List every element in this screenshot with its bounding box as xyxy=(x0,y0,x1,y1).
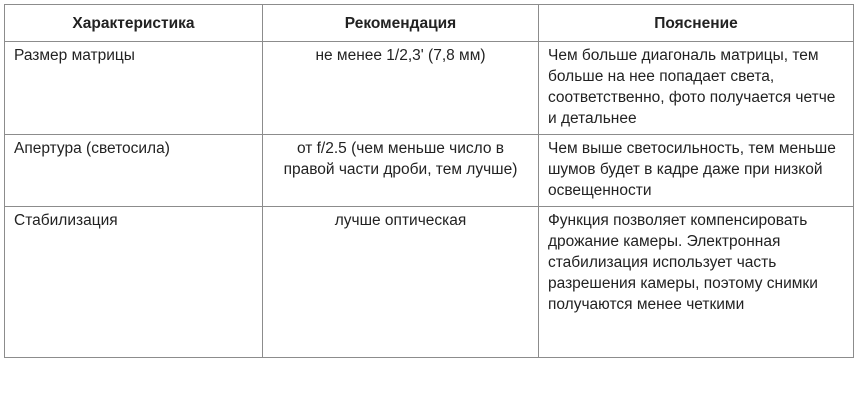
table-row xyxy=(5,42,854,135)
table-body xyxy=(5,42,854,358)
table-row xyxy=(5,207,854,358)
table-row xyxy=(5,135,854,207)
camera-spec-table xyxy=(4,4,854,358)
cell-characteristic: Размер матрицы xyxy=(5,42,263,135)
header-characteristic: Характеристика xyxy=(5,5,263,42)
header-recommendation: Рекомендация xyxy=(263,5,539,42)
table-header xyxy=(5,5,854,42)
cell-explanation: Функция позволяет компенсировать дрожание камеры. Электронная стабилизация использует часть разрешения камеры, поэтому снимки получаются менее четкими xyxy=(539,207,854,358)
cell-explanation: Чем выше светосильность, тем меньше шумов будет в кадре даже при низкой освещенности xyxy=(539,135,854,207)
header-row xyxy=(5,5,854,42)
cell-recommendation: не менее 1/2,3' (7,8 мм) xyxy=(263,42,539,135)
cell-recommendation: от f/2.5 (чем меньше число в правой части дроби, тем лучше) xyxy=(263,135,539,207)
cell-explanation: Чем больше диагональ матрицы, тем больше на нее попадает света, соответственно, фото получается четче и детальнее xyxy=(539,42,854,135)
header-explanation: Пояснение xyxy=(539,5,854,42)
cell-recommendation: лучше оптическая xyxy=(263,207,539,358)
cell-characteristic: Апертура (светосила) xyxy=(5,135,263,207)
cell-characteristic: Стабилизация xyxy=(5,207,263,358)
